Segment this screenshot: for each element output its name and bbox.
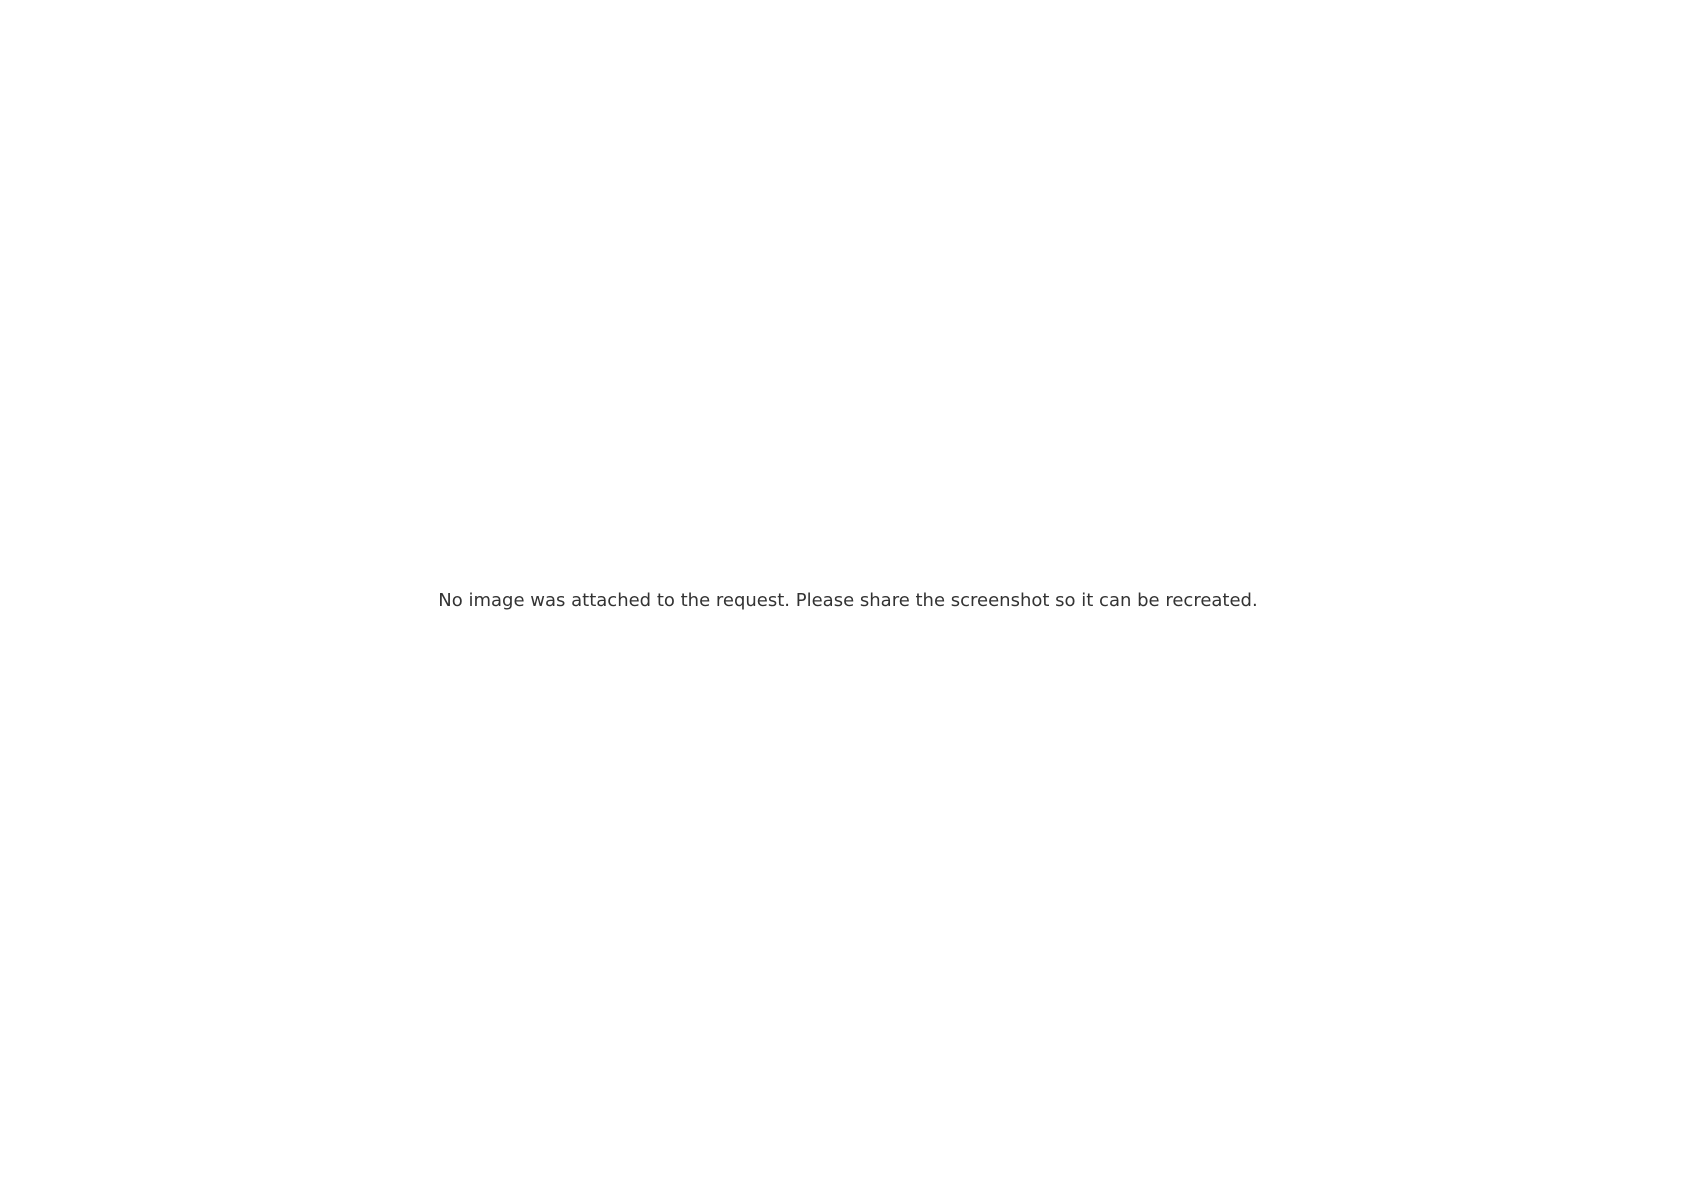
empty-page bbox=[438, 572, 1257, 629]
missing-image-note: No image was attached to the request. Please share the screenshot so it can be recreated. bbox=[438, 589, 1258, 611]
